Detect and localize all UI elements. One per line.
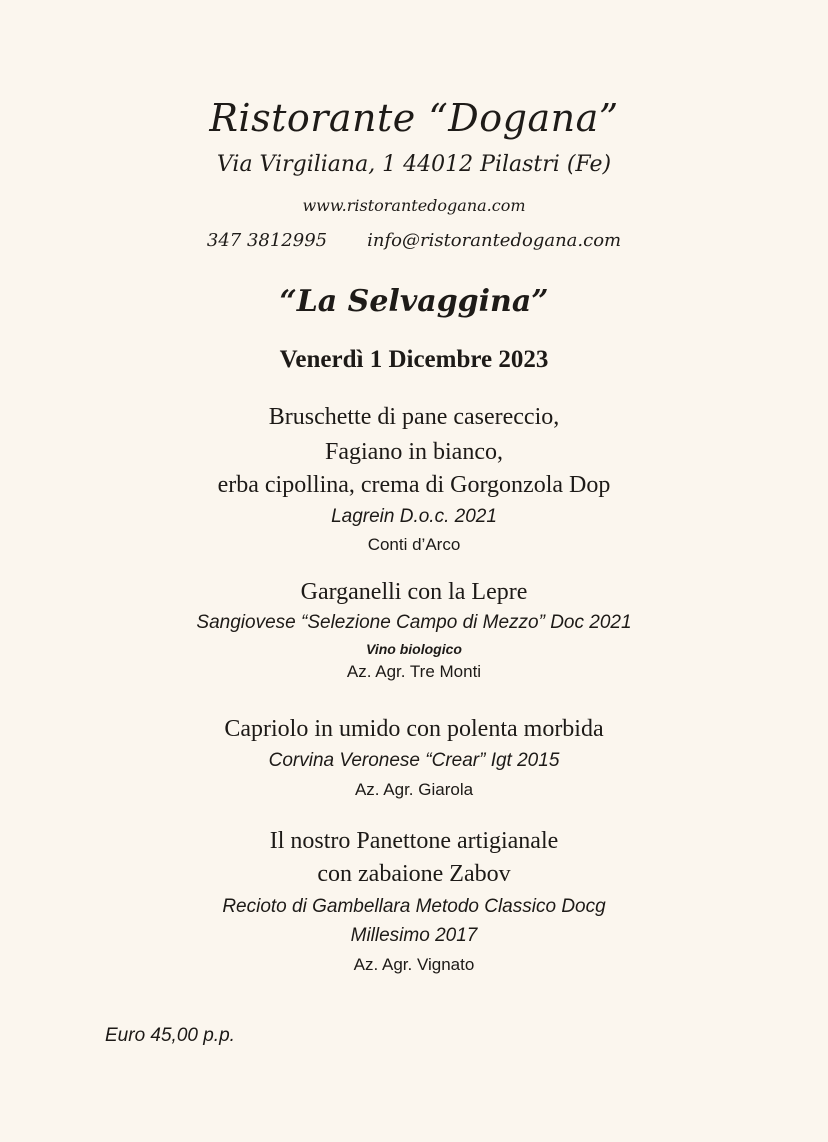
course-2-wine: Sangiovese “Selezione Campo di Mezzo” Doc 2021 [196,612,632,633]
website-link[interactable]: www.ristorantedogana.com [302,196,526,215]
course-4-wine-line-1: Recioto di Gambellara Metodo Classico Docg [222,896,606,917]
course-1-producer: Conti d’Arco [367,535,461,554]
course-4-dish-line-2: con zabaione Zabov [317,861,511,887]
course-2-producer: Az. Agr. Tre Monti [346,662,482,681]
course-3-dish-line-1: Capriolo in umido con polenta morbida [224,716,604,742]
course-1-dish-line-1: Bruschette di pane casereccio, [268,404,560,430]
course-4-wine-line-2: Millesimo 2017 [350,925,478,946]
restaurant-address: Via Virgiliana, 1 44012 Pilastri (Fe) [216,152,612,177]
phone-number[interactable]: 347 3812995 [206,230,328,251]
menu-price: Euro 45,00 p.p. [105,1025,235,1046]
course-1-wine: Lagrein D.o.c. 2021 [331,506,497,527]
menu-title: “La Selvaggina” [279,284,549,319]
course-4-dish-line-1: Il nostro Panettone artigianale [269,828,559,854]
event-date: Venerdì 1 Dicembre 2023 [279,346,549,373]
restaurant-name: Ristorante “Dogana” [209,96,619,140]
course-4-producer: Az. Agr. Vignato [353,955,475,974]
course-3-producer: Az. Agr. Giarola [354,780,474,799]
course-2-note: Vino biologico [366,641,462,657]
course-3-wine: Corvina Veronese “Crear” Igt 2015 [268,750,560,771]
email-link[interactable]: info@ristorantedogana.com [367,230,622,251]
course-2-dish-line-1: Garganelli con la Lepre [300,579,528,605]
course-1-dish-line-3: erba cipollina, crema di Gorgonzola Dop [217,472,611,498]
course-1-dish-line-2: Fagiano in bianco, [325,439,503,465]
contact-line [0,230,828,251]
